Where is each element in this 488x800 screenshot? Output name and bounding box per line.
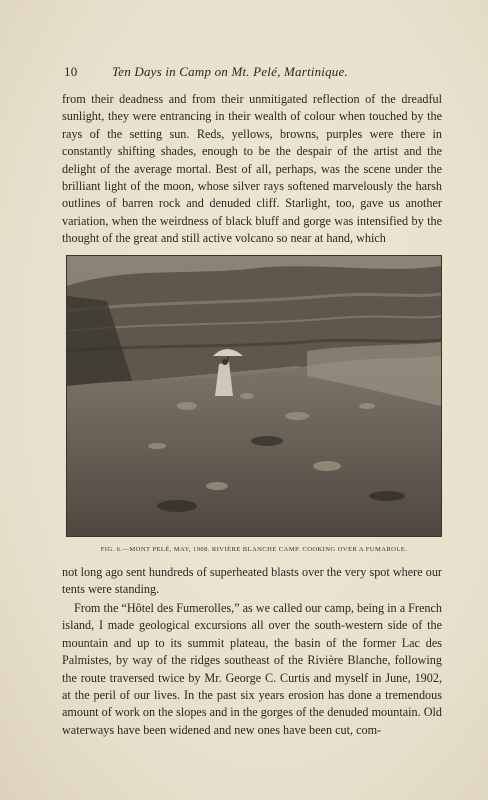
page-number: 10 xyxy=(64,64,78,79)
photograph-volcanic-cliff xyxy=(66,255,442,537)
body-paragraph-2: not long ago sent hundreds of superheated blasts over the very spot where our tents were standing. xyxy=(62,565,442,597)
body-paragraph-1: from their deadness and from their unmitigated reflection of the dreadful sunlight, they were entrancing in their wealth of colour when touched by the rays of the setting sun. Reds, yellows, browns, purples were there in constantly shifting shades, enough to be the despair of the artist and the delight of the average mortal. Best of all, perhaps, was the scene under the brilliant light of the moon, whose silver rays softened marvelously the harsh outlines of barren rock and denuded cliff. Starlight, too, gave us another variation, when the weirdness of black bluff and gorge was intensified by the thought of the great and still active volcano so near at hand, which xyxy=(62,92,442,246)
figure-caption: FIG. 6.—MONT PELÉ, MAY, 1908. RIVIÈRE BLANCHE CAMP. COOKING OVER A FUMAROLE. xyxy=(100,546,408,553)
body-paragraph-3: From the “Hôtel des Fumerolles,” as we called our camp, being in a French island, I made geological excursions all over the south-western side of the mountain and up to its summit plateau, the basin of the former Lac des Palmistes, by way of the ridges southeast of the Rivière Blanche, following the route traversed twice by Mr. George C. Curtis and myself in June, 1902, at the peril of our lives. In the past six years erosion has done a tremendous amount of work on the slopes and in the gorges of the denuded mountain. Old waterways have been widened and new ones have been cut, com- xyxy=(62,601,442,737)
running-title: Ten Days in Camp on Mt. Pelé, Martinique. xyxy=(112,64,348,79)
